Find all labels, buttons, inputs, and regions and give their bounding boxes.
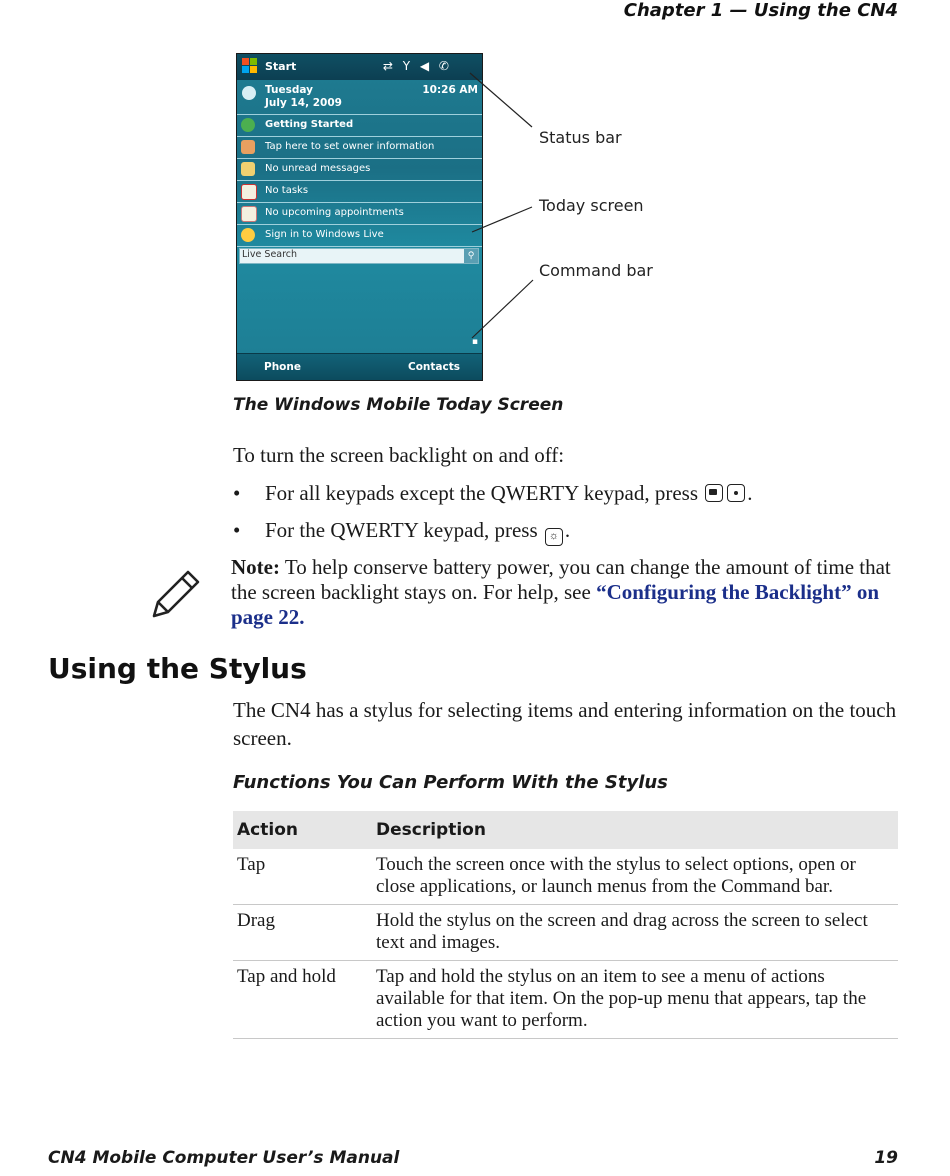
today-item-label: Getting Started	[265, 119, 354, 130]
bullet-text-1: For all keypads except the QWERTY keypad, press	[265, 481, 699, 505]
function-key-icon	[705, 484, 723, 502]
bullet-text: For all keypads except the QWERTY keypad, press .	[265, 481, 753, 505]
table-row	[233, 961, 898, 1039]
table-caption: Functions You Can Perform With the Stylus	[233, 772, 668, 793]
action-cell: Tap and hold	[233, 961, 372, 1039]
table-row	[233, 905, 898, 961]
section-title: Using the Stylus	[48, 652, 307, 685]
period-key-icon	[727, 484, 745, 502]
description-column-header: Description	[372, 811, 898, 849]
search-icon: ⚲	[464, 249, 478, 263]
today-screen-callout: Today screen	[539, 196, 644, 215]
backlight-intro: To turn the screen backlight on and off:	[233, 443, 565, 467]
status-bar-callout: Status bar	[539, 128, 622, 147]
status-bar-leader	[470, 73, 532, 127]
note-text: To help conserve battery power, you can change the amount of time that the screen backlight stays on. For help, see	[231, 555, 891, 604]
live-search-placeholder: Live Search	[242, 249, 298, 260]
figure-caption: The Windows Mobile Today Screen	[233, 395, 564, 415]
page-number: 19	[874, 1148, 898, 1168]
description-cell: Tap and hold the stylus on an item to see a menu of actions available for that item. On the pop-up menu that appears, tap the action you want to perform.	[372, 961, 898, 1039]
backlight-key-icon: ☼	[545, 528, 563, 546]
tray-icon: ▪	[471, 337, 478, 347]
date-label: July 14, 2009	[265, 97, 342, 109]
today-item-label: No tasks	[265, 185, 309, 196]
pencil-icon	[148, 566, 204, 622]
note-block	[231, 555, 901, 630]
time-label: 10:26 AM	[422, 84, 478, 96]
stylus-functions-table	[233, 811, 898, 1039]
section-intro: The CN4 has a stylus for selecting items and entering information on the touch screen.	[233, 698, 897, 750]
contacts-softkey: Contacts	[408, 361, 460, 373]
phone-softkey: Phone	[264, 361, 301, 373]
start-menu-label: Start	[265, 60, 297, 73]
chapter-header: Chapter 1 — Using the CN4	[623, 0, 898, 21]
description-cell: Touch the screen once with the stylus to select options, open or close applications, or launch menus from the Command bar.	[372, 849, 898, 905]
status-icons: ⇄ Y ◀ ✆	[382, 59, 452, 73]
bullet-dot: •	[233, 481, 241, 505]
action-column-header: Action	[233, 811, 372, 849]
note-label: Note:	[231, 555, 280, 579]
table-row	[233, 849, 898, 905]
table-header-row	[233, 811, 898, 849]
today-item-label: Tap here to set owner information	[265, 141, 435, 152]
bullet-dot: •	[233, 518, 241, 542]
bullet-text: For the QWERTY keypad, press ☼ .	[265, 517, 570, 546]
command-bar-callout: Command bar	[539, 261, 653, 280]
backlight-page-link[interactable]: “Configuring the Backlight” on page 22.	[231, 580, 880, 629]
today-item-label: No upcoming appointments	[265, 207, 404, 218]
footer-manual-title: CN4 Mobile Computer User’s Manual	[48, 1148, 400, 1168]
description-cell: Hold the stylus on the screen and drag across the screen to select text and images.	[372, 905, 898, 961]
command-bar-leader	[472, 280, 533, 338]
action-cell: Tap	[233, 849, 372, 905]
today-item-label: No unread messages	[265, 163, 371, 174]
today-item-label: Sign in to Windows Live	[265, 229, 384, 240]
today-screen-leader	[472, 207, 532, 232]
bullet-text-2: For the QWERTY keypad, press	[265, 518, 538, 542]
day-label: Tuesday	[265, 84, 313, 96]
action-cell: Drag	[233, 905, 372, 961]
